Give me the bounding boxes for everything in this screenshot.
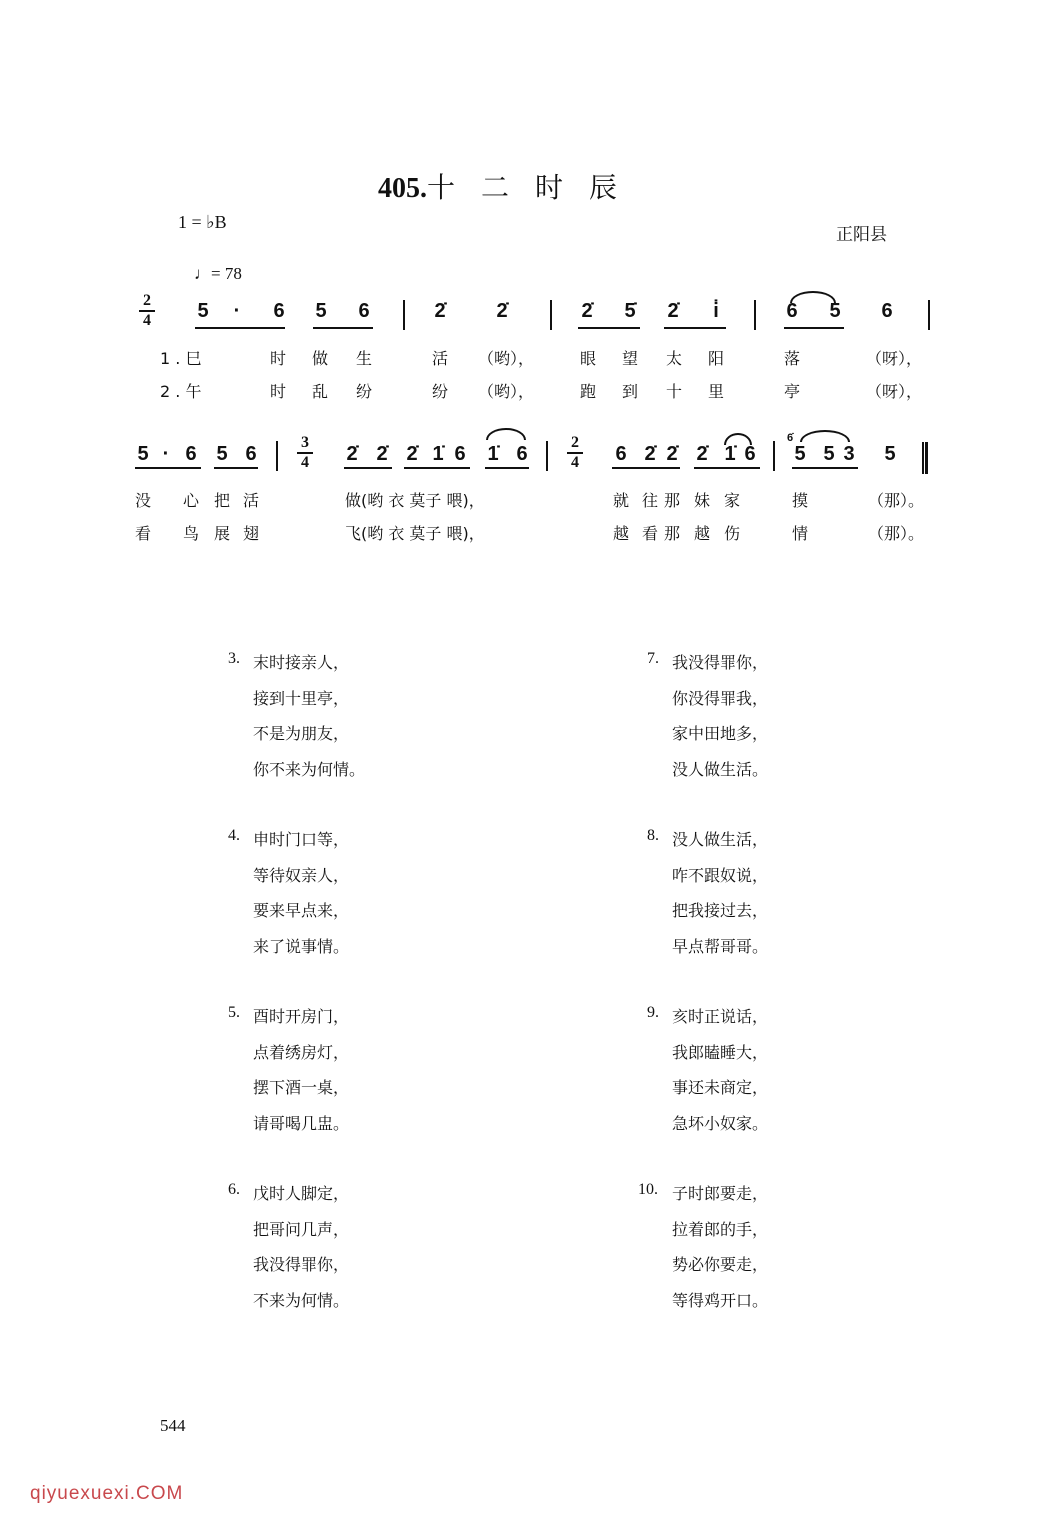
verse-line: 你不来为何情。 — [253, 759, 366, 779]
note: 1̇ — [724, 443, 736, 465]
barline — [276, 441, 278, 471]
note: 2̇ — [434, 300, 446, 322]
ts-bottom: 4 — [143, 312, 151, 329]
lyric: （那）。 — [868, 524, 925, 543]
lyric: 活 — [432, 349, 449, 368]
lyric: 翅 — [243, 524, 260, 543]
lyric: 到 — [622, 382, 639, 401]
verse-line: 没人做生活。 — [672, 759, 769, 779]
lyric: 十 — [666, 382, 683, 401]
lyric: 越 — [694, 524, 711, 543]
verse-number: 7. — [647, 650, 659, 667]
verse-line: 不来为何情。 — [253, 1290, 350, 1310]
ts-top: 2 — [143, 292, 151, 309]
lyric: 阳 — [708, 349, 725, 368]
barline — [550, 300, 552, 330]
verse-line: 咋不跟奴说， — [672, 865, 769, 885]
beam — [784, 327, 844, 329]
lyric: 鸟 — [183, 524, 200, 543]
ts-bottom: 4 — [301, 454, 309, 471]
beam — [485, 467, 529, 469]
note: 6 — [615, 443, 627, 465]
note: 5 — [884, 443, 896, 465]
lyric: （哟）， — [478, 382, 535, 401]
verse-line: 我没得罪你， — [253, 1255, 350, 1274]
note: 6 — [786, 300, 798, 322]
lyric: 生 — [356, 349, 373, 368]
page-number: 544 — [160, 1416, 186, 1435]
beam — [183, 467, 199, 469]
lyric: 纷 — [356, 382, 373, 401]
lyric: 就 — [613, 491, 630, 510]
beam — [578, 327, 640, 329]
lyric: 2 . 午 — [160, 382, 202, 401]
note: 2̇ — [644, 443, 656, 465]
verse-line: 我郎瞌睡大， — [672, 1042, 769, 1062]
verse-number: 6. — [228, 1181, 240, 1198]
song-name: 十二时辰 — [427, 171, 644, 204]
lyric: 伤 — [724, 524, 741, 543]
key-signature: 1 = ♭B — [178, 212, 227, 232]
note: 2̇ — [666, 443, 678, 465]
note: 2̇ — [406, 443, 418, 465]
beam — [664, 327, 726, 329]
verse-number: 9. — [647, 1004, 659, 1021]
verse-number: 10. — [638, 1181, 658, 1198]
beam — [313, 327, 373, 329]
lyric: 那 — [664, 524, 681, 543]
lyric: 那 — [664, 491, 681, 510]
lyric: 看 — [642, 524, 659, 543]
verse-line: 戊时人脚定， — [253, 1184, 350, 1203]
lyric: 越 — [613, 524, 630, 543]
verse-number: 5. — [228, 1004, 240, 1021]
note: 6 — [273, 300, 285, 322]
double-barline — [922, 442, 928, 474]
verse-line: 势必你要走， — [672, 1255, 769, 1274]
ts-top: 3 — [301, 434, 309, 451]
slur — [724, 433, 752, 445]
lyric: 情 — [792, 524, 809, 543]
beam — [273, 327, 285, 329]
note: · — [162, 443, 170, 465]
verse-line: 把我接过去， — [672, 901, 769, 920]
time-signature — [567, 435, 583, 471]
verse-line: 亥时正说话， — [672, 1007, 769, 1026]
origin-county: 正阳县 — [836, 225, 887, 245]
verse-line: 等得鸡开口。 — [672, 1290, 769, 1310]
verse-number: 3. — [228, 650, 240, 667]
verse-line: 申时门口等， — [253, 830, 350, 849]
song-title — [378, 166, 643, 206]
barline — [773, 441, 775, 471]
lyric: 活 — [243, 491, 260, 510]
lyric: 纷 — [432, 382, 449, 401]
note: 6 — [881, 300, 893, 322]
verse-line: 把哥问几声， — [253, 1219, 350, 1239]
barline — [754, 300, 756, 330]
lyric: 心 — [183, 491, 200, 510]
watermark: qiyuexuexi.COM — [30, 1483, 184, 1504]
verse-line: 等待奴亲人， — [253, 865, 350, 885]
note: 2̇ — [346, 443, 358, 465]
lyric: 落 — [784, 349, 801, 368]
verse-line: 早点帮哥哥。 — [672, 936, 769, 956]
verse-line: 酉时开房门， — [253, 1007, 350, 1026]
slur — [486, 428, 526, 440]
beam — [722, 467, 760, 469]
song-number: 405. — [378, 173, 427, 204]
note: 1̇ — [432, 443, 444, 465]
lyric: 没 — [135, 491, 152, 510]
beam — [820, 467, 858, 469]
verse-line: 拉着郎的手， — [672, 1219, 769, 1239]
note: 5̇ — [624, 300, 636, 322]
lyric: 做 — [312, 349, 329, 368]
verse-line: 要来早点来， — [253, 901, 350, 920]
time-signature — [297, 435, 313, 471]
note: 2̇ — [667, 300, 679, 322]
lyric: 家 — [724, 491, 741, 510]
beam — [432, 467, 468, 469]
lyric: 摸 — [792, 491, 809, 510]
verse-line: 子时郎要走， — [672, 1184, 769, 1203]
lyric: （呀）， — [866, 349, 923, 368]
lyric: 眼 — [580, 349, 597, 368]
note: 2̇ — [581, 300, 593, 322]
verse-line: 接到十里亭， — [253, 688, 350, 708]
verse-line: 摆下酒一桌， — [253, 1078, 350, 1097]
note: 5 — [216, 443, 228, 465]
slur — [790, 291, 836, 303]
grace-note: 6̇ — [786, 432, 794, 444]
lyric: 妹 — [694, 491, 711, 510]
note: 2̇ — [696, 443, 708, 465]
note: 2̇ — [376, 443, 388, 465]
beam — [344, 467, 392, 469]
ts-top: 2 — [571, 434, 579, 451]
verse-number: 4. — [228, 827, 240, 844]
lyric: 亭 — [784, 382, 801, 401]
lyric: 乱 — [312, 382, 329, 401]
lyric: 时 — [270, 349, 287, 368]
lyric: 飞(哟 衣 莫子 喂)， — [345, 524, 485, 543]
lyric: 时 — [270, 382, 287, 401]
note: 6 — [358, 300, 370, 322]
time-signature — [139, 293, 155, 329]
note: · — [233, 300, 241, 322]
note: 6 — [744, 443, 756, 465]
note: 3 — [843, 443, 855, 465]
note: 5 — [823, 443, 835, 465]
verse-line: 末时接亲人， — [253, 653, 350, 672]
lyric: （呀）， — [866, 382, 923, 401]
verse-line: 请哥喝几盅。 — [253, 1113, 350, 1133]
lyric: 望 — [622, 349, 639, 368]
verse-line: 事还未商定， — [672, 1078, 769, 1097]
note: 5 — [794, 443, 806, 465]
verse-line: 没人做生活， — [672, 830, 769, 849]
ts-bottom: 4 — [571, 454, 579, 471]
note: 5 — [197, 300, 209, 322]
beam — [195, 327, 283, 329]
lyric: （那）。 — [868, 491, 925, 510]
verse-line: 点着绣房灯， — [253, 1042, 350, 1062]
note: 1̇ — [487, 443, 499, 465]
note: 6 — [516, 443, 528, 465]
note: 6 — [454, 443, 466, 465]
lyric: 里 — [708, 382, 725, 401]
note: 5 — [315, 300, 327, 322]
barline — [546, 441, 548, 471]
beam — [214, 467, 258, 469]
verse-line: 你没得罪我， — [672, 688, 769, 708]
lyric: 把 — [214, 491, 231, 510]
tempo-marking: ♩= 78 — [194, 264, 242, 283]
lyric: 展 — [214, 524, 231, 543]
lyric: 1 . 巳 — [160, 349, 202, 368]
verse-line: 来了说事情。 — [253, 936, 350, 956]
lyric: 跑 — [580, 382, 597, 401]
note: 6 — [185, 443, 197, 465]
verse-line: 家中田地多， — [672, 724, 769, 743]
note: i̇ — [713, 300, 719, 322]
lyric: 做(哟 衣 莫子 喂)， — [345, 491, 485, 510]
note: 5 — [829, 300, 841, 322]
lyric: 太 — [666, 349, 683, 368]
verse-line: 急坏小奴家。 — [672, 1113, 769, 1133]
note: 6 — [245, 443, 257, 465]
verse-line: 我没得罪你， — [672, 653, 769, 672]
beam — [642, 467, 680, 469]
verse-line: 不是为朋友， — [253, 724, 350, 743]
barline — [403, 300, 405, 330]
note: 2̇ — [496, 300, 508, 322]
note: 5 — [137, 443, 149, 465]
slur — [800, 430, 850, 442]
barline — [928, 300, 930, 330]
lyric: （哟）， — [478, 349, 535, 368]
lyric: 往 — [642, 491, 659, 510]
verse-number: 8. — [647, 827, 659, 844]
lyric: 看 — [135, 524, 152, 543]
